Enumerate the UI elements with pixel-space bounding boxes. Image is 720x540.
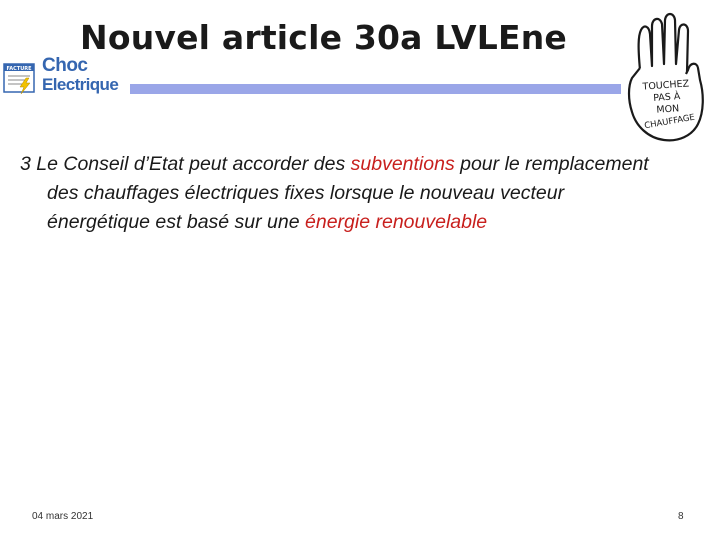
choc-electrique-logo [2,55,130,101]
slide-title: Nouvel article 30a LVLEne [80,18,567,57]
logo-word-electrique: Electrique [42,75,119,94]
sign-line-3: MON [656,103,680,116]
stop-hand-sign-icon [618,8,714,148]
footer-date: 04 mars 2021 [32,511,94,522]
badge-text: FACTURE [6,66,32,72]
title-accent-bar [130,84,621,94]
body-paragraph [20,150,660,237]
slide-body [20,150,660,237]
slide-number: 8 [678,511,684,522]
body-text-middle: pour le remplacement des chauffages électriques fixes lorsque le nouveau vecteur énergétique est basé sur une [47,153,649,233]
sign-line-1: TOUCHEZ [642,78,690,93]
sign-line-2: PAS À [652,91,681,104]
sign-line-4: CHAUFFAGE [643,112,696,132]
highlight-subventions: subventions [350,153,455,175]
body-text-start: 3 Le Conseil d’Etat peut accorder des [20,153,351,175]
invoice-lightning-icon [2,60,38,96]
highlight-energie-renouvelable: énergie renouvelable [305,211,488,233]
logo-word-choc: Choc [42,55,88,76]
